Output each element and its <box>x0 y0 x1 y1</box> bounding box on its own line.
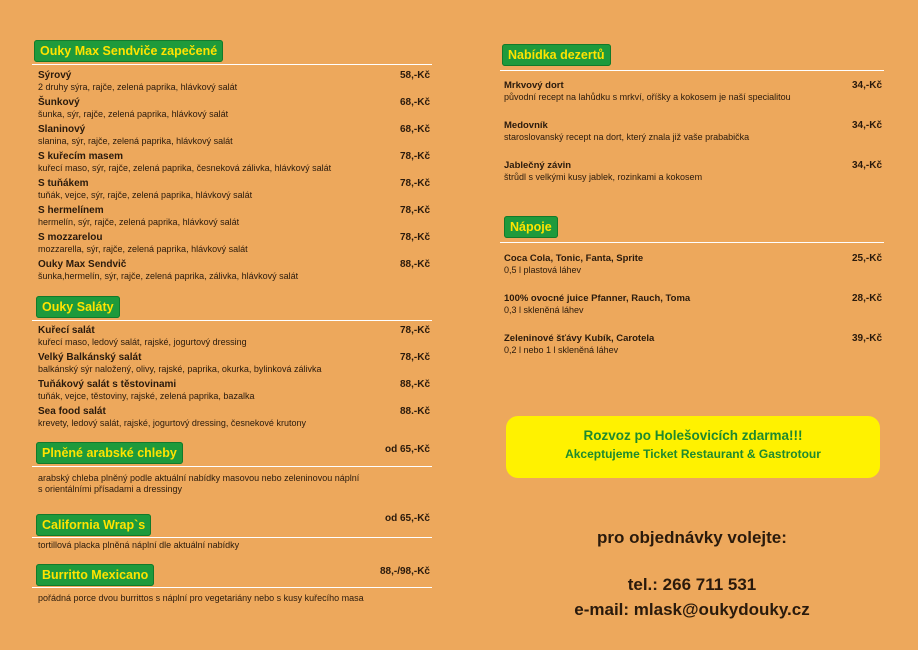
item-price: 78,-Kč <box>399 325 430 336</box>
item-price: 34,-Kč <box>851 80 882 91</box>
item-price: 58,-Kč <box>399 70 430 81</box>
order-heading: pro objednávky volejte: <box>597 528 787 547</box>
menu-item <box>38 205 430 228</box>
item-name: 100% ovocné juice Pfanner, Rauch, Toma <box>504 293 691 304</box>
ticket-acceptance-text: Akceptujeme Ticket Restaurant & Gastrotour <box>565 447 821 461</box>
item-name: Sea food salát <box>38 406 106 417</box>
item-price: 78,-Kč <box>399 178 430 189</box>
wraps-divider <box>32 537 432 538</box>
item-name: Jablečný závin <box>504 160 572 171</box>
item-name: Kuřecí salát <box>38 325 95 336</box>
item-price: 28,-Kč <box>851 293 882 304</box>
item-description: 0,3 l skleněná láhev <box>504 305 584 315</box>
item-description: 0,2 l nebo 1 l skleněná láhev <box>504 345 619 355</box>
menu-item <box>38 325 430 348</box>
item-description: slanina, sýr, rajče, zelená paprika, hlávkový salát <box>38 136 233 146</box>
menu-item <box>38 540 430 551</box>
item-price: 34,-Kč <box>851 160 882 171</box>
menu-item <box>38 151 430 174</box>
menu-item <box>504 80 882 103</box>
burrito-divider <box>32 587 432 588</box>
burrito-header: Burritto Mexicano <box>36 564 154 586</box>
wraps-header: California Wrap`s <box>36 514 151 536</box>
item-price: 88.-Kč <box>399 406 430 417</box>
menu-item <box>38 178 430 201</box>
item-name: Mrkvový dort <box>504 80 564 91</box>
item-price: 88,-Kč <box>399 259 430 270</box>
item-name: S tuňákem <box>38 178 89 189</box>
menu-item <box>504 160 882 183</box>
menu-item <box>504 120 882 143</box>
item-price: 25,-Kč <box>851 253 882 264</box>
item-description-line2: s orientálními přísadami a dressingy <box>38 484 183 494</box>
item-description: balkánský sýr naložený, olivy, rajské, paprika, okurka, bylinková zálivka <box>38 364 322 374</box>
menu-item <box>38 232 430 255</box>
item-price: od 65,-Kč <box>384 513 430 524</box>
menu-item <box>38 473 430 495</box>
item-price: 68,-Kč <box>399 124 430 135</box>
item-name: Slaninový <box>38 124 86 135</box>
item-description: mozzarella, sýr, rajče, zelená paprika, hlávkový salát <box>38 244 248 254</box>
item-price: 68,-Kč <box>399 97 430 108</box>
item-name: Coca Cola, Tonic, Fanta, Sprite <box>504 253 644 264</box>
item-description: tortillová placka plněná náplní dle aktuální nabídky <box>38 540 240 550</box>
item-name: Tuňákový salát s těstovinami <box>38 379 177 390</box>
menu-item <box>38 406 430 429</box>
item-description: kuřecí maso, ledový salát, rajské, jogurtový dressing <box>38 337 247 347</box>
item-price: 88,-Kč <box>399 379 430 390</box>
menu-item <box>38 593 430 604</box>
item-description: 2 druhy sýra, rajče, zelená paprika, hlávkový salát <box>38 82 238 92</box>
item-name: Velký Balkánský salát <box>38 352 142 363</box>
delivery-promo-text: Rozvoz po Holešovicích zdarma!!! <box>583 428 803 443</box>
menu-item <box>38 70 430 93</box>
item-price: 78,-Kč <box>399 352 430 363</box>
item-description: staroslovanský recept na dort, který znala již vaše prababička <box>504 132 750 142</box>
item-description: původní recept na lahůdku s mrkví, oříšky a kokosem je naší specialitou <box>504 92 791 102</box>
item-description: šunka, sýr, rajče, zelená paprika, hlávkový salát <box>38 109 229 119</box>
sandwiches-divider <box>32 64 432 65</box>
email-address: e-mail: mlask@oukydouky.cz <box>574 600 810 619</box>
sandwiches-header: Ouky Max Sendviče zapečené <box>34 40 223 62</box>
item-name: Šunkový <box>38 97 80 108</box>
menu-item <box>38 379 430 402</box>
item-price: 78,-Kč <box>399 232 430 243</box>
item-name: S mozzarelou <box>38 232 103 243</box>
arab-bread-header: Plněné arabské chleby <box>36 442 183 464</box>
desserts-header: Nabídka dezertů <box>502 44 611 66</box>
item-description: arabský chleba plněný podle aktuální nabídky masovou nebo zeleninovou náplní <box>38 473 360 483</box>
item-name: S kuřecím masem <box>38 151 124 162</box>
menu-item <box>38 124 430 147</box>
salads-header: Ouky Saláty <box>36 296 120 318</box>
menu-item <box>504 333 882 356</box>
menu-item <box>504 253 882 276</box>
item-price: 34,-Kč <box>851 120 882 131</box>
item-description: 0,5 l plastová láhev <box>504 265 582 275</box>
item-name: Ouky Max Sendvič <box>38 259 127 270</box>
item-description: krevety, ledový salát, rajské, jogurtový dressing, česnekové krutony <box>38 418 306 428</box>
salads-divider <box>32 320 432 321</box>
item-description: šunka,hermelín, sýr, rajče, zelená paprika, zálivka, hlávkový salát <box>38 271 299 281</box>
item-name: Medovník <box>504 120 548 131</box>
item-price: od 65,-Kč <box>384 444 430 455</box>
drinks-divider <box>500 242 884 243</box>
item-price: 78,-Kč <box>399 205 430 216</box>
item-description: kuřecí maso, sýr, rajče, zelená paprika, česneková zálivka, hlávkový salát <box>38 163 332 173</box>
item-description: hermelín, sýr, rajče, zelená paprika, hlávkový salát <box>38 217 240 227</box>
item-description: tuňák, vejce, sýr, rajče, zelená paprika, hlávkový salát <box>38 190 253 200</box>
item-description: tuňák, vejce, těstoviny, rajské, zelená paprika, bazalka <box>38 391 255 401</box>
item-name: Zeleninové šťávy Kubík, Carotela <box>504 333 655 344</box>
item-description: pořádná porce dvou burrittos s náplní pro vegetariány nebo s kusy kuřecího masa <box>38 593 364 603</box>
phone-number: tel.: 266 711 531 <box>627 575 757 594</box>
arab-divider <box>32 466 432 467</box>
drinks-header: Nápoje <box>504 216 558 238</box>
item-description: štrůdl s velkými kusy jablek, rozinkami a kokosem <box>504 172 703 182</box>
menu-item <box>504 293 882 316</box>
item-name: Sýrový <box>38 70 72 81</box>
menu-item <box>38 352 430 375</box>
desserts-divider <box>500 70 884 71</box>
delivery-promo-box <box>506 416 880 478</box>
item-name: S hermelínem <box>38 205 104 216</box>
item-price: 88,-/98,-Kč <box>379 566 430 577</box>
menu-item <box>38 97 430 120</box>
item-price: 78,-Kč <box>399 151 430 162</box>
item-price: 39,-Kč <box>851 333 882 344</box>
menu-item <box>38 259 430 282</box>
